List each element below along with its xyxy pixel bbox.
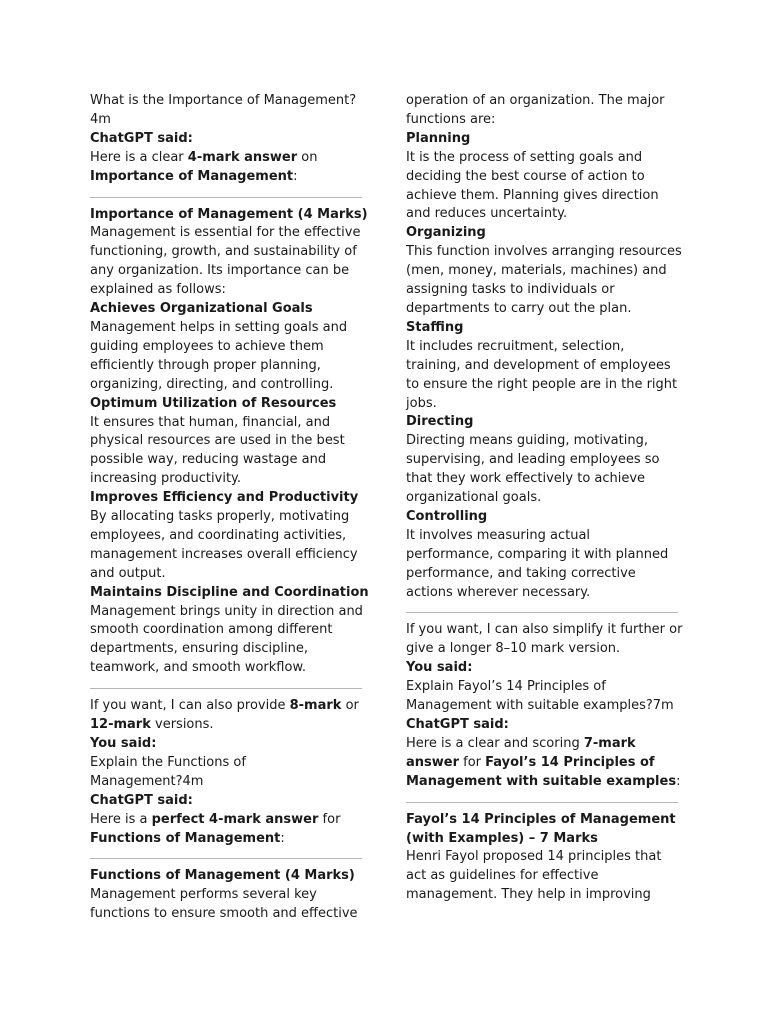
offer-text: or [341, 698, 359, 714]
divider [90, 858, 362, 859]
function-line: assigning tasks to individuals or [406, 282, 615, 298]
point-heading: Optimum Utilization of Resources [90, 395, 337, 411]
divider [406, 612, 678, 613]
offer-bold: 12-mark [90, 717, 151, 733]
offer-line [90, 716, 364, 735]
function-line: actions wherever necessary. [406, 584, 591, 600]
intro-bold: Importance of Management [90, 168, 294, 184]
body-line: functions to ensure smooth and effective [90, 906, 358, 922]
intro-text: : [280, 830, 285, 846]
function-heading: Organizing [406, 225, 486, 241]
divider [90, 197, 362, 198]
function-line: that they work effectively to achieve [406, 471, 646, 487]
function-heading: Directing [406, 414, 474, 430]
function-line: deciding the best course of action to [406, 168, 645, 184]
intro-line [90, 168, 364, 187]
intro-text: Here is a clear and scoring [406, 735, 584, 751]
offer-text: versions. [150, 717, 214, 733]
intro-text: : [676, 773, 681, 789]
section-title: (with Examples) – 7 Marks [406, 830, 598, 846]
section-title: Importance of Management (4 Marks) [90, 206, 368, 222]
question-line: Management?4m [90, 773, 204, 789]
you-said-label: You said: [406, 660, 473, 676]
intro-line [406, 735, 680, 754]
intro-text: for [459, 754, 486, 770]
function-line: performance, comparing it with planned [406, 546, 669, 562]
question-line: 4m [90, 111, 111, 127]
offer-line [90, 697, 364, 716]
point-line: It ensures that human, financial, and [90, 414, 331, 430]
function-line: and reduces uncertainty. [406, 206, 568, 222]
right-column [406, 92, 683, 905]
intro-text: for [318, 811, 341, 827]
function-heading: Controlling [406, 508, 488, 524]
intro-text: : [293, 168, 298, 184]
point-line: teamwork, and smooth workflow. [90, 660, 307, 676]
divider [90, 688, 362, 689]
function-heading: Staffing [406, 319, 464, 335]
body-line: explained as follows: [90, 282, 226, 298]
point-line: organizing, directing, and controlling. [90, 376, 334, 392]
point-line: possible way, reducing wastage and [90, 452, 327, 468]
function-line: Directing means guiding, motivating, [406, 433, 648, 449]
point-line: employees, and coordinating activities, [90, 527, 347, 543]
left-column [90, 92, 369, 924]
point-line: guiding employees to achieve them [90, 338, 324, 354]
question-line: What is the Importance of Management? [90, 93, 357, 108]
body-line: Henri Fayol proposed 14 principles that [406, 849, 662, 865]
body-line: operation of an organization. The major [406, 93, 665, 108]
question-line: Management with suitable examples?7m [406, 698, 674, 714]
intro-line [90, 149, 364, 168]
body-line: management. They help in improving [406, 887, 651, 903]
offer-line: give a longer 8–10 mark version. [406, 641, 621, 657]
intro-text: Here is a [90, 811, 152, 827]
body-line: functions are: [406, 111, 496, 127]
function-line: training, and development of employees [406, 357, 671, 373]
intro-text: Here is a clear [90, 149, 188, 165]
function-line: supervising, and leading employees so [406, 452, 660, 468]
point-line: smooth coordination among different [90, 622, 333, 638]
point-line: By allocating tasks properly, motivating [90, 509, 350, 525]
intro-bold: Management with suitable examples [406, 773, 677, 789]
function-line: organizational goals. [406, 490, 542, 506]
body-line: Management performs several key [90, 887, 317, 903]
point-heading: Improves Efficiency and Productivity [90, 490, 359, 506]
point-line: Management helps in setting goals and [90, 319, 348, 335]
section-title: Fayol’s 14 Principles of Management [406, 811, 676, 827]
intro-line [90, 830, 364, 849]
divider [406, 802, 678, 803]
question-line: Explain Fayol’s 14 Principles of [406, 679, 606, 695]
function-heading: Planning [406, 130, 471, 146]
function-line: jobs. [406, 395, 437, 411]
body-line: functioning, growth, and sustainability of [90, 244, 357, 260]
offer-text: If you want, I can also provide [90, 698, 290, 714]
intro-line [406, 773, 680, 792]
chatgpt-said-label: ChatGPT said: [90, 130, 193, 146]
section-title: Functions of Management (4 Marks) [90, 868, 355, 884]
point-line: management increases overall efficiency [90, 546, 358, 562]
point-line: and output. [90, 565, 166, 581]
function-line: It is the process of setting goals and [406, 149, 643, 165]
intro-bold: 4-mark answer [187, 149, 298, 165]
point-heading: Maintains Discipline and Coordination [90, 584, 369, 600]
function-line: It includes recruitment, selection, [406, 338, 625, 354]
point-line: efficiently through proper planning, [90, 357, 321, 373]
intro-line [406, 754, 680, 773]
function-line: achieve them. Planning gives direction [406, 187, 659, 203]
intro-bold: Fayol’s 14 Principles of [485, 754, 655, 770]
intro-text: on [297, 149, 318, 165]
function-line: (men, money, materials, machines) and [406, 263, 667, 279]
intro-bold: Functions of Management [90, 830, 281, 846]
point-heading: Achieves Organizational Goals [90, 301, 313, 317]
function-line: departments to carry out the plan. [406, 300, 632, 316]
chatgpt-said-label: ChatGPT said: [90, 792, 193, 808]
body-line: Management is essential for the effective [90, 225, 361, 241]
body-line: act as guidelines for effective [406, 868, 599, 884]
offer-bold: 8-mark [289, 698, 342, 714]
offer-line: If you want, I can also simplify it further or [406, 622, 683, 638]
question-line: Explain the Functions of [90, 754, 246, 770]
function-line: to ensure the right people are in the right [406, 376, 678, 392]
chatgpt-said-label: ChatGPT said: [406, 717, 509, 732]
intro-bold: perfect 4-mark answer [151, 811, 319, 827]
function-line: This function involves arranging resources [406, 244, 682, 260]
you-said-label: You said: [90, 736, 157, 751]
function-line: performance, and taking corrective [406, 565, 636, 581]
point-line: increasing productivity. [90, 471, 242, 487]
point-line: physical resources are used in the best [90, 433, 345, 449]
intro-bold: answer [406, 754, 460, 770]
point-line: departments, ensuring discipline, [90, 641, 309, 657]
point-line: Management brings unity in direction and [90, 603, 363, 619]
intro-line [90, 811, 364, 830]
body-line: any organization. Its importance can be [90, 263, 350, 279]
intro-bold: 7-mark [583, 735, 636, 751]
function-line: It involves measuring actual [406, 527, 591, 543]
